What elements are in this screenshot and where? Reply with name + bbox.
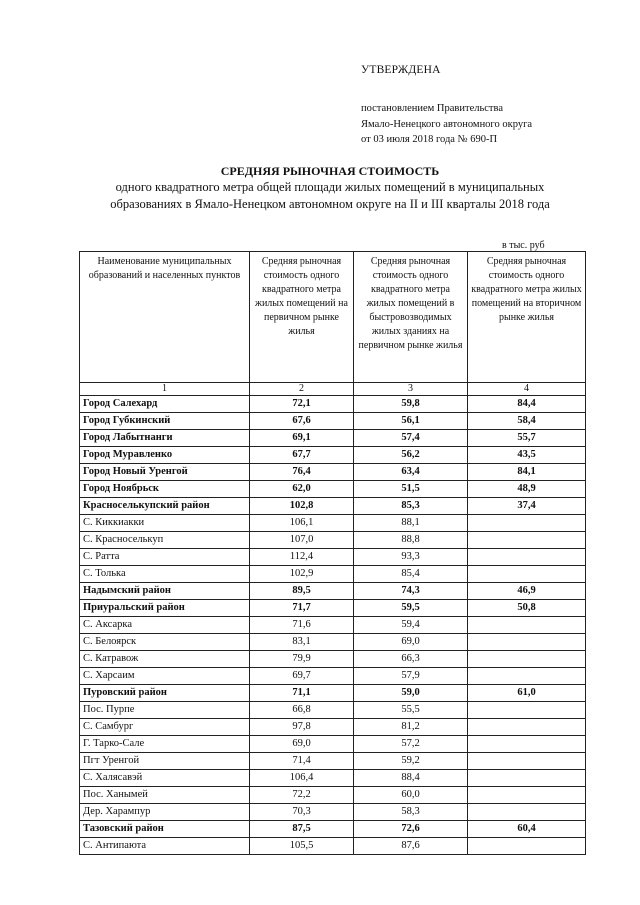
table-row bbox=[80, 838, 586, 855]
primary-market-value: 105,5 bbox=[250, 838, 354, 855]
table-row bbox=[80, 600, 586, 617]
column-number-row bbox=[80, 383, 586, 396]
table-row bbox=[80, 753, 586, 770]
secondary-market-value bbox=[468, 787, 586, 804]
primary-market-value: 71,7 bbox=[250, 600, 354, 617]
table-row bbox=[80, 651, 586, 668]
table-row bbox=[80, 821, 586, 838]
municipality-name: С. Толька bbox=[80, 566, 250, 583]
table-row bbox=[80, 532, 586, 549]
table-row bbox=[80, 447, 586, 464]
municipality-name: С. Киккиакки bbox=[80, 515, 250, 532]
municipality-name: Тазовский район bbox=[80, 821, 250, 838]
secondary-market-value bbox=[468, 668, 586, 685]
prefab-market-value: 60,0 bbox=[354, 787, 468, 804]
primary-market-value: 66,8 bbox=[250, 702, 354, 719]
table-row bbox=[80, 702, 586, 719]
secondary-market-value bbox=[468, 804, 586, 821]
prefab-market-value: 88,8 bbox=[354, 532, 468, 549]
prefab-market-value: 85,3 bbox=[354, 498, 468, 515]
secondary-market-value bbox=[468, 753, 586, 770]
secondary-market-value bbox=[468, 651, 586, 668]
table-row bbox=[80, 770, 586, 787]
primary-market-value: 112,4 bbox=[250, 549, 354, 566]
primary-market-value: 97,8 bbox=[250, 719, 354, 736]
table-row bbox=[80, 430, 586, 447]
table-row bbox=[80, 634, 586, 651]
table-row bbox=[80, 617, 586, 634]
secondary-market-value: 84,4 bbox=[468, 396, 586, 413]
table-row bbox=[80, 566, 586, 583]
prefab-market-value: 74,3 bbox=[354, 583, 468, 600]
price-table bbox=[79, 251, 586, 855]
column-number: 4 bbox=[468, 383, 586, 396]
municipality-name: С. Антипаюта bbox=[80, 838, 250, 855]
table-body bbox=[80, 396, 586, 855]
primary-market-value: 62,0 bbox=[250, 481, 354, 498]
secondary-market-value bbox=[468, 515, 586, 532]
secondary-market-value: 55,7 bbox=[468, 430, 586, 447]
municipality-name: Дер. Харампур bbox=[80, 804, 250, 821]
prefab-market-value: 59,0 bbox=[354, 685, 468, 702]
secondary-market-value bbox=[468, 532, 586, 549]
column-number: 3 bbox=[354, 383, 468, 396]
prefab-market-value: 56,2 bbox=[354, 447, 468, 464]
municipality-name: Красноселькупский район bbox=[80, 498, 250, 515]
municipality-name: Город Ноябрьск bbox=[80, 481, 250, 498]
municipality-name: Пос. Ханымей bbox=[80, 787, 250, 804]
prefab-market-value: 59,5 bbox=[354, 600, 468, 617]
column-header-primary: Средняя рыночная стоимость одного квадратного метра жилых помещений на первичном рынке жилья bbox=[250, 252, 354, 383]
table-row bbox=[80, 515, 586, 532]
title-main: СРЕДНЯЯ РЫНОЧНАЯ СТОИМОСТЬ bbox=[220, 164, 440, 178]
prefab-market-value: 51,5 bbox=[354, 481, 468, 498]
secondary-market-value bbox=[468, 566, 586, 583]
secondary-market-value bbox=[468, 617, 586, 634]
prefab-market-value: 57,4 bbox=[354, 430, 468, 447]
table-row bbox=[80, 787, 586, 804]
table-row bbox=[80, 396, 586, 413]
prefab-market-value: 88,4 bbox=[354, 770, 468, 787]
secondary-market-value bbox=[468, 838, 586, 855]
primary-market-value: 70,3 bbox=[250, 804, 354, 821]
table-row bbox=[80, 804, 586, 821]
prefab-market-value: 66,3 bbox=[354, 651, 468, 668]
prefab-market-value: 87,6 bbox=[354, 838, 468, 855]
municipality-name: Пгт Уренгой bbox=[80, 753, 250, 770]
municipality-name: С. Аксарка bbox=[80, 617, 250, 634]
secondary-market-value: 48,9 bbox=[468, 481, 586, 498]
secondary-market-value bbox=[468, 549, 586, 566]
decree-line: от 03 июля 2018 года № 690-П bbox=[361, 134, 498, 145]
table-row bbox=[80, 583, 586, 600]
primary-market-value: 87,5 bbox=[250, 821, 354, 838]
table-row bbox=[80, 464, 586, 481]
prefab-market-value: 59,8 bbox=[354, 396, 468, 413]
column-number: 2 bbox=[250, 383, 354, 396]
primary-market-value: 107,0 bbox=[250, 532, 354, 549]
secondary-market-value: 50,8 bbox=[468, 600, 586, 617]
primary-market-value: 106,4 bbox=[250, 770, 354, 787]
prefab-market-value: 56,1 bbox=[354, 413, 468, 430]
prefab-market-value: 59,4 bbox=[354, 617, 468, 634]
primary-market-value: 102,9 bbox=[250, 566, 354, 583]
municipality-name: Город Муравленко bbox=[80, 447, 250, 464]
approval-stamp: УТВЕРЖДЕНА bbox=[361, 64, 441, 76]
table-row bbox=[80, 481, 586, 498]
secondary-market-value bbox=[468, 702, 586, 719]
secondary-market-value: 61,0 bbox=[468, 685, 586, 702]
secondary-market-value: 60,4 bbox=[468, 821, 586, 838]
table-row bbox=[80, 549, 586, 566]
table-row bbox=[80, 685, 586, 702]
prefab-market-value: 72,6 bbox=[354, 821, 468, 838]
prefab-market-value: 85,4 bbox=[354, 566, 468, 583]
primary-market-value: 72,1 bbox=[250, 396, 354, 413]
secondary-market-value: 46,9 bbox=[468, 583, 586, 600]
column-header-prefab: Средняя рыночная стоимость одного квадратного метра жилых помещений в быстровозводимых жилых зданиях на первичном рынке жилья bbox=[354, 252, 468, 383]
secondary-market-value: 43,5 bbox=[468, 447, 586, 464]
prefab-market-value: 81,2 bbox=[354, 719, 468, 736]
primary-market-value: 76,4 bbox=[250, 464, 354, 481]
municipality-name: Г. Тарко-Сале bbox=[80, 736, 250, 753]
primary-market-value: 102,8 bbox=[250, 498, 354, 515]
primary-market-value: 69,1 bbox=[250, 430, 354, 447]
municipality-name: Надымский район bbox=[80, 583, 250, 600]
prefab-market-value: 57,2 bbox=[354, 736, 468, 753]
prefab-market-value: 63,4 bbox=[354, 464, 468, 481]
primary-market-value: 67,6 bbox=[250, 413, 354, 430]
decree-line: Ямало-Ненецкого автономного округа bbox=[361, 118, 533, 130]
prefab-market-value: 57,9 bbox=[354, 668, 468, 685]
table-row bbox=[80, 413, 586, 430]
municipality-name: С. Катравож bbox=[80, 651, 250, 668]
secondary-market-value bbox=[468, 719, 586, 736]
prefab-market-value: 59,2 bbox=[354, 753, 468, 770]
primary-market-value: 89,5 bbox=[250, 583, 354, 600]
primary-market-value: 71,1 bbox=[250, 685, 354, 702]
secondary-market-value: 84,1 bbox=[468, 464, 586, 481]
table-row bbox=[80, 498, 586, 515]
municipality-name: Пос. Пурпе bbox=[80, 702, 250, 719]
primary-market-value: 79,9 bbox=[250, 651, 354, 668]
table-row bbox=[80, 668, 586, 685]
secondary-market-value bbox=[468, 736, 586, 753]
municipality-name: Город Новый Уренгой bbox=[80, 464, 250, 481]
column-number: 1 bbox=[80, 383, 250, 396]
document-title bbox=[60, 163, 600, 213]
municipality-name: С. Самбург bbox=[80, 719, 250, 736]
decree-reference bbox=[361, 101, 532, 148]
municipality-name: С. Ратта bbox=[80, 549, 250, 566]
table-row bbox=[80, 736, 586, 753]
primary-market-value: 69,7 bbox=[250, 668, 354, 685]
secondary-market-value: 58,4 bbox=[468, 413, 586, 430]
table-row bbox=[80, 719, 586, 736]
prefab-market-value: 93,3 bbox=[354, 549, 468, 566]
municipality-name: С. Белоярск bbox=[80, 634, 250, 651]
primary-market-value: 67,7 bbox=[250, 447, 354, 464]
title-sub-line: образованиях в Ямало-Ненецком автономном округе на II и III кварталы 2018 года bbox=[110, 197, 550, 211]
municipality-name: Приуральский район bbox=[80, 600, 250, 617]
primary-market-value: 69,0 bbox=[250, 736, 354, 753]
primary-market-value: 106,1 bbox=[250, 515, 354, 532]
primary-market-value: 71,4 bbox=[250, 753, 354, 770]
primary-market-value: 71,6 bbox=[250, 617, 354, 634]
column-header-secondary: Средняя рыночная стоимость одного квадратного метра жилых помещений на вторичном рынке жилья bbox=[468, 252, 586, 383]
primary-market-value: 83,1 bbox=[250, 634, 354, 651]
municipality-name: Пуровский район bbox=[80, 685, 250, 702]
table-header-row bbox=[80, 252, 586, 383]
title-sub-line: одного квадратного метра общей площади жилых помещений в муниципальных bbox=[115, 180, 545, 194]
municipality-name: С. Харсаим bbox=[80, 668, 250, 685]
decree-line: постановлением Правительства bbox=[361, 103, 504, 114]
municipality-name: С. Халясавэй bbox=[80, 770, 250, 787]
secondary-market-value bbox=[468, 634, 586, 651]
secondary-market-value bbox=[468, 770, 586, 787]
municipality-name: С. Красноселькуп bbox=[80, 532, 250, 549]
prefab-market-value: 88,1 bbox=[354, 515, 468, 532]
municipality-name: Город Лабытнанги bbox=[80, 430, 250, 447]
prefab-market-value: 69,0 bbox=[354, 634, 468, 651]
primary-market-value: 72,2 bbox=[250, 787, 354, 804]
prefab-market-value: 58,3 bbox=[354, 804, 468, 821]
prefab-market-value: 55,5 bbox=[354, 702, 468, 719]
column-header-name: Наименование муниципальных образований и населенных пунктов bbox=[80, 252, 250, 383]
municipality-name: Город Салехард bbox=[80, 396, 250, 413]
municipality-name: Город Губкинский bbox=[80, 413, 250, 430]
units-note: в тыс. руб bbox=[502, 240, 545, 251]
secondary-market-value: 37,4 bbox=[468, 498, 586, 515]
